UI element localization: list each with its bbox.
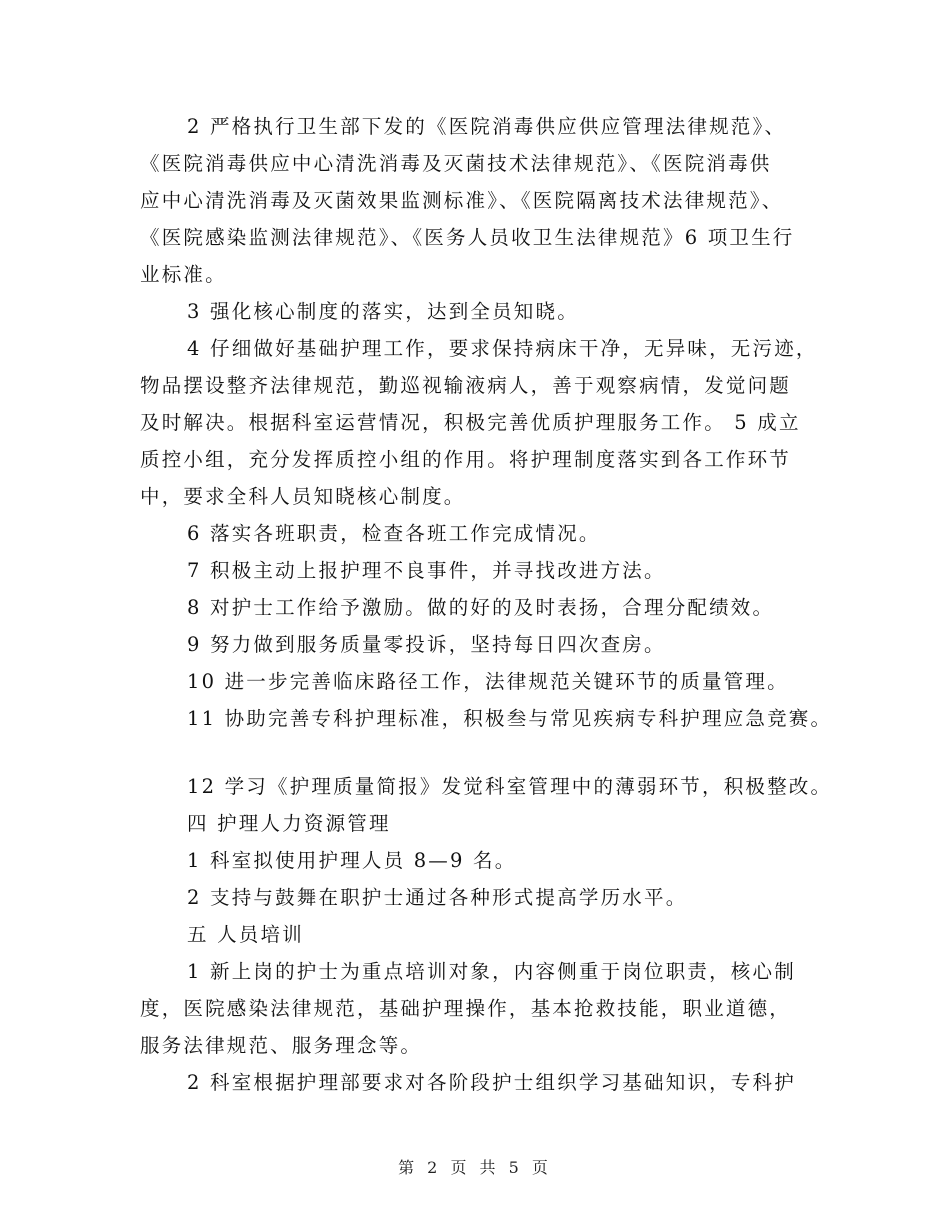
text-line: 12 学习《护理质量简报》发觉科室管理中的薄弱环节，积极整改。	[187, 775, 833, 798]
text-line: 服务法律规范、服务理念等。	[140, 1034, 423, 1057]
text-line: 及时解决。根据科室运营情况，积极完善优质护理服务工作。 5 成立	[140, 411, 801, 434]
text-line: 4 仔细做好基础护理工作，要求保持病床干净，无异味，无污迹，	[187, 337, 818, 360]
text-line: 《医院感染监测法律规范》、《医务人员收卫生法律规范》6 项卫生行	[140, 226, 795, 249]
text-line: 1 新上岗的护士为重点培训对象，内容侧重于岗位职责，核心制	[187, 960, 796, 983]
text-line: 10 进一步完善临床路径工作，法律规范关键环节的质量管理。	[187, 670, 789, 693]
text-line: 度，医院感染法律规范，基础护理操作，基本抢救技能，职业道德，	[140, 997, 792, 1020]
text-line: 2 科室根据护理部要求对各阶段护士组织学习基础知识，专科护	[187, 1071, 796, 1094]
text-line: 2 支持与鼓舞在职护士通过各种形式提高学历水平。	[187, 886, 688, 909]
text-line: 1 科室拟使用护理人员 8—9 名。	[187, 849, 517, 872]
text-line: 6 落实各班职责，检查各班工作完成情况。	[187, 522, 601, 545]
text-line: 7 积极主动上报护理不良事件，并寻找改进方法。	[187, 559, 666, 582]
text-line: 《医院消毒供应中心清洗消毒及灭菌技术法律规范》、《医院消毒供	[140, 152, 772, 175]
text-line: 9 努力做到服务质量零投诉，坚持每日四次查房。	[187, 633, 666, 656]
text-line: 11 协助完善专科护理标准，积极叁与常见疾病专科护理应急竞赛。	[187, 707, 833, 730]
section-heading: 四 护理人力资源管理	[187, 812, 391, 835]
text-line: 质控小组，充分发挥质控小组的作用。将护理制度落实到各工作环节	[140, 448, 792, 471]
section-heading: 五 人员培训	[187, 923, 304, 946]
text-line: 物品摆设整齐法律规范，勤巡视输液病人，善于观察病情，发觉问题	[140, 374, 792, 397]
text-line: 2 严格执行卫生部下发的《医院消毒供应供应管理法律规范》、	[187, 115, 787, 138]
text-line: 应中心清洗消毒及灭菌效果监测标准》、《医院隔离技术法律规范》、	[140, 189, 784, 212]
text-line: 8 对护士工作给予激励。做的好的及时表扬，合理分配绩效。	[187, 596, 775, 619]
text-line: 3 强化核心制度的落实，达到全员知晓。	[187, 300, 579, 323]
text-line: 业标准。	[140, 263, 227, 286]
page-footer: 第 2 页 共 5 页	[398, 1158, 552, 1177]
text-line: 中，要求全科人员知晓核心制度。	[140, 485, 466, 508]
